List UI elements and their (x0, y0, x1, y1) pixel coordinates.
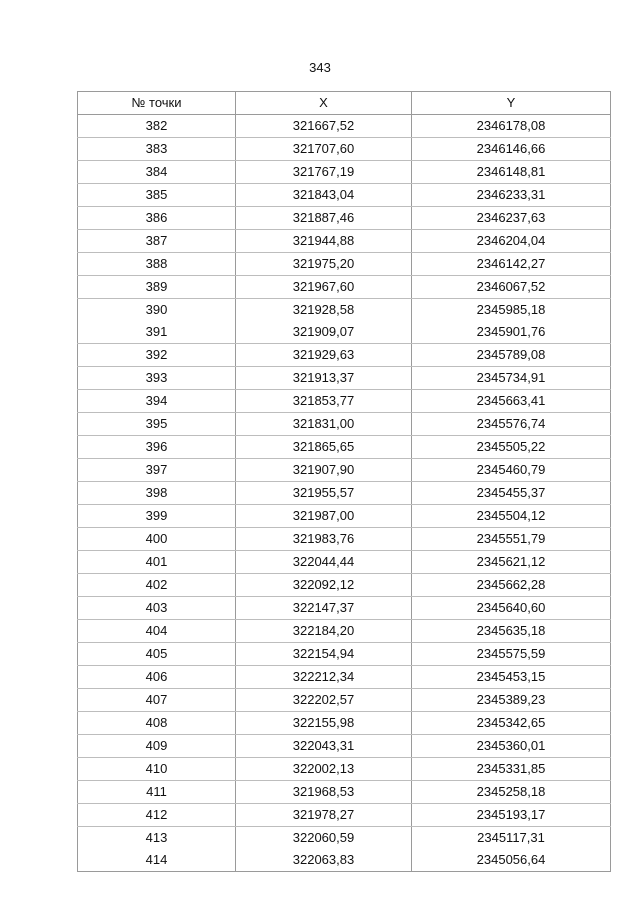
cell-y: 2346148,81 (412, 161, 611, 184)
cell-point-number: 404 (78, 620, 236, 643)
cell-x: 322063,83 (236, 849, 412, 872)
table-row (78, 276, 611, 299)
table-header-row (78, 92, 611, 115)
cell-point-number: 396 (78, 436, 236, 459)
table-row (78, 804, 611, 827)
cell-point-number: 414 (78, 849, 236, 872)
cell-point-number: 408 (78, 712, 236, 735)
cell-y: 2345551,79 (412, 528, 611, 551)
page-number: 343 (309, 60, 331, 75)
column-header-x: X (236, 92, 412, 115)
cell-point-number: 407 (78, 689, 236, 712)
cell-y: 2345635,18 (412, 620, 611, 643)
cell-x: 321967,60 (236, 276, 412, 299)
cell-point-number: 405 (78, 643, 236, 666)
table-row (78, 459, 611, 482)
table-row (78, 413, 611, 436)
cell-y: 2345360,01 (412, 735, 611, 758)
table-row (78, 849, 611, 872)
cell-y: 2346237,63 (412, 207, 611, 230)
cell-y: 2345662,28 (412, 574, 611, 597)
table-row (78, 390, 611, 413)
cell-y: 2346178,08 (412, 115, 611, 138)
cell-x: 321853,77 (236, 390, 412, 413)
table-row (78, 620, 611, 643)
cell-point-number: 398 (78, 482, 236, 505)
cell-x: 321667,52 (236, 115, 412, 138)
cell-point-number: 393 (78, 367, 236, 390)
cell-x: 322147,37 (236, 597, 412, 620)
cell-point-number: 403 (78, 597, 236, 620)
table-row (78, 597, 611, 620)
cell-y: 2345576,74 (412, 413, 611, 436)
cell-x: 321865,65 (236, 436, 412, 459)
cell-y: 2345117,31 (412, 827, 611, 850)
table-row (78, 528, 611, 551)
cell-y: 2345789,08 (412, 344, 611, 367)
cell-y: 2345575,59 (412, 643, 611, 666)
cell-x: 321831,00 (236, 413, 412, 436)
cell-x: 321968,53 (236, 781, 412, 804)
cell-point-number: 391 (78, 321, 236, 344)
cell-y: 2345985,18 (412, 299, 611, 322)
table-row (78, 321, 611, 344)
cell-point-number: 411 (78, 781, 236, 804)
cell-y: 2345056,64 (412, 849, 611, 872)
cell-y: 2345331,85 (412, 758, 611, 781)
cell-x: 321909,07 (236, 321, 412, 344)
table-row (78, 253, 611, 276)
column-header-point-number: № точки (78, 92, 236, 115)
cell-y: 2345663,41 (412, 390, 611, 413)
table-row (78, 367, 611, 390)
cell-y: 2346204,04 (412, 230, 611, 253)
cell-point-number: 400 (78, 528, 236, 551)
cell-point-number: 382 (78, 115, 236, 138)
cell-x: 322202,57 (236, 689, 412, 712)
table-row (78, 689, 611, 712)
table-row (78, 574, 611, 597)
table-row (78, 666, 611, 689)
table-row (78, 482, 611, 505)
cell-point-number: 390 (78, 299, 236, 322)
cell-y: 2345640,60 (412, 597, 611, 620)
cell-x: 321767,19 (236, 161, 412, 184)
table-row (78, 184, 611, 207)
cell-y: 2345455,37 (412, 482, 611, 505)
cell-point-number: 386 (78, 207, 236, 230)
table-row (78, 551, 611, 574)
cell-point-number: 383 (78, 138, 236, 161)
cell-point-number: 413 (78, 827, 236, 850)
coordinates-table (77, 91, 611, 872)
cell-x: 321955,57 (236, 482, 412, 505)
cell-point-number: 401 (78, 551, 236, 574)
cell-x: 321928,58 (236, 299, 412, 322)
cell-y: 2345621,12 (412, 551, 611, 574)
cell-y: 2345389,23 (412, 689, 611, 712)
cell-x: 322212,34 (236, 666, 412, 689)
cell-x: 321913,37 (236, 367, 412, 390)
table-row (78, 436, 611, 459)
cell-x: 322060,59 (236, 827, 412, 850)
cell-point-number: 384 (78, 161, 236, 184)
cell-y: 2346067,52 (412, 276, 611, 299)
cell-y: 2345460,79 (412, 459, 611, 482)
table-row (78, 230, 611, 253)
cell-y: 2346233,31 (412, 184, 611, 207)
cell-x: 322043,31 (236, 735, 412, 758)
cell-point-number: 395 (78, 413, 236, 436)
cell-y: 2345734,91 (412, 367, 611, 390)
cell-point-number: 412 (78, 804, 236, 827)
cell-x: 322154,94 (236, 643, 412, 666)
cell-point-number: 399 (78, 505, 236, 528)
cell-y: 2345258,18 (412, 781, 611, 804)
cell-y: 2345342,65 (412, 712, 611, 735)
cell-point-number: 409 (78, 735, 236, 758)
cell-y: 2345901,76 (412, 321, 611, 344)
cell-y: 2345504,12 (412, 505, 611, 528)
table-row (78, 758, 611, 781)
cell-point-number: 397 (78, 459, 236, 482)
cell-x: 321987,00 (236, 505, 412, 528)
cell-x: 321983,76 (236, 528, 412, 551)
cell-x: 322155,98 (236, 712, 412, 735)
table-row (78, 115, 611, 138)
cell-x: 321944,88 (236, 230, 412, 253)
table-row (78, 138, 611, 161)
cell-y: 2346142,27 (412, 253, 611, 276)
cell-x: 322044,44 (236, 551, 412, 574)
cell-x: 321907,90 (236, 459, 412, 482)
column-header-y: Y (412, 92, 611, 115)
cell-x: 322002,13 (236, 758, 412, 781)
table-row (78, 735, 611, 758)
cell-x: 321929,63 (236, 344, 412, 367)
cell-y: 2345193,17 (412, 804, 611, 827)
cell-point-number: 392 (78, 344, 236, 367)
cell-point-number: 385 (78, 184, 236, 207)
cell-x: 321975,20 (236, 253, 412, 276)
table-body (78, 115, 611, 872)
cell-x: 321843,04 (236, 184, 412, 207)
cell-x: 322092,12 (236, 574, 412, 597)
cell-x: 322184,20 (236, 620, 412, 643)
table-row (78, 712, 611, 735)
cell-point-number: 402 (78, 574, 236, 597)
cell-x: 321707,60 (236, 138, 412, 161)
cell-point-number: 394 (78, 390, 236, 413)
cell-y: 2346146,66 (412, 138, 611, 161)
table-row (78, 299, 611, 322)
table-row (78, 344, 611, 367)
table-row (78, 643, 611, 666)
table-row (78, 161, 611, 184)
cell-point-number: 389 (78, 276, 236, 299)
cell-point-number: 387 (78, 230, 236, 253)
table-row (78, 207, 611, 230)
cell-x: 321887,46 (236, 207, 412, 230)
cell-y: 2345453,15 (412, 666, 611, 689)
cell-point-number: 410 (78, 758, 236, 781)
cell-x: 321978,27 (236, 804, 412, 827)
cell-point-number: 406 (78, 666, 236, 689)
table-row (78, 505, 611, 528)
table-row (78, 827, 611, 850)
cell-y: 2345505,22 (412, 436, 611, 459)
table-row (78, 781, 611, 804)
cell-point-number: 388 (78, 253, 236, 276)
